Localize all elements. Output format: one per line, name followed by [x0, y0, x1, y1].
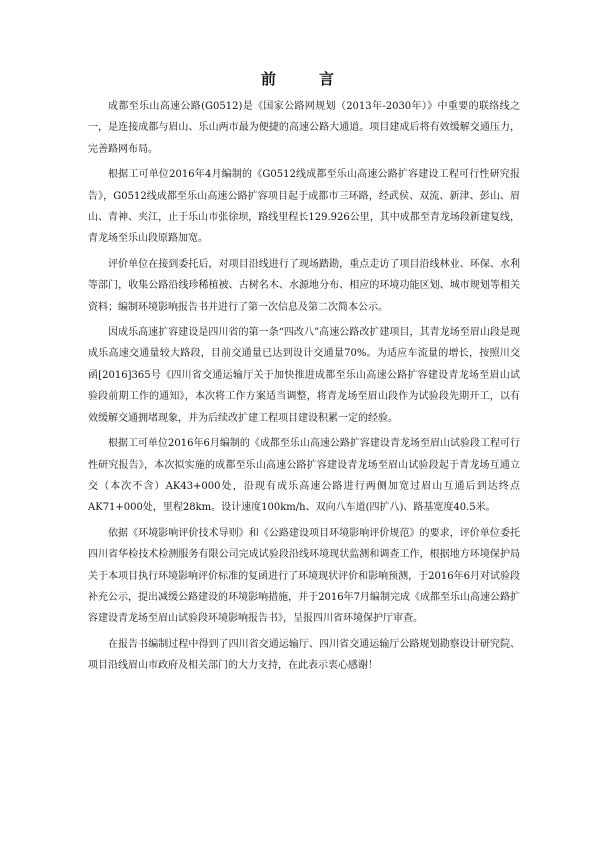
- page-title: 前 言: [260, 70, 348, 88]
- paragraph-3: 评价单位在接到委托后，对项目沿线进行了现场踏勘，重点走访了项目沿线林业、环保、水利等部门，收集公路沿线珍稀植被、古树名木、水源地分布、相应的环境功能区划、城市规划等相关资料；编制环境影响报告书并进行了第一次信息及第二次简本公示。: [88, 258, 520, 313]
- paragraph-1: 成都至乐山高速公路(G0512)是《国家公路网规划（2013年-2030年）》中重要的联络线之一，是连接成都与眉山、乐山两市最为便捷的高速公路大通道。项目建成后将有效缓解交通压力，完善路网布局。: [88, 101, 520, 155]
- paragraph-6: 依据《环境影响评价技术导则》和《公路建设项目环境影响评价规范》的要求，评价单位委托四川省华检技术检测服务有限公司完成试验段沿线环境现状监测和调查工作，根据地方环境保护局关于本项目执行环境影响评价标准的复函进行了环境现状评价和影响预测，于2016年6月对试验段补充公示，提出减缓公路建设的环境影响措施，并于2016年7月编制完成《成都至乐山高速公路扩容建设青龙场至眉山试验段环境影响报告书》，呈报四川省环境保护厅审查。: [88, 527, 520, 625]
- paragraph-4: 因成乐高速扩容建设是四川省的第一条“四改八”高速公路改扩建项目，其青龙场至眉山段是现成乐高速交通量较大路段，目前交通量已达到设计交通量70%。为适应车流量的增长，按照川交函[2016]365号《四川省交通运输厅关于加快推进成都至乐山高速公路扩容建设青龙场至眉山试验段前期工作的通知》，本次将工作方案适当调整，将青龙场至眉山段作为试验段先期开工，以有效缓解交通拥堵现象，并为后续改扩建工程项目建设积累一定的经验。: [88, 327, 520, 424]
- paragraph-5: 根据工可单位2016年6月编制的《成都至乐山高速公路扩容建设青龙场至眉山试验段工程可行性研究报告》，本次拟实施的成都至乐山高速公路扩容建设青龙场至眉山试验段起于青龙场互通立交（本次不含）AK43+000处，沿现有成乐高速公路进行两侧加宽过眉山互通后到达终点AK71+000处，里程28km。设计速度100km/h、双向八车道(四扩八)、路基宽度40.5米。: [88, 438, 520, 514]
- paragraph-7: 在报告书编制过程中得到了四川省交通运输厅、四川省交通运输厅公路规划勘察设计研究院、项目沿线眉山市政府及相关部门的大力支持，在此表示衷心感谢！: [88, 638, 520, 672]
- document-body: [88, 96, 520, 681]
- paragraph-2: 根据工可单位2016年4月编制的《G0512线成都至乐山高速公路扩容建设工程可行性研究报告》，G0512线成都至乐山高速公路扩容项目起于成都市三环路，经武侯、双流、新津、彭山、眉山、青神、夹江，止于乐山市张徐坝，路线里程长129.926公里，其中成都至青龙场段新建复线，青龙场至乐山段原路加宽。: [88, 169, 520, 245]
